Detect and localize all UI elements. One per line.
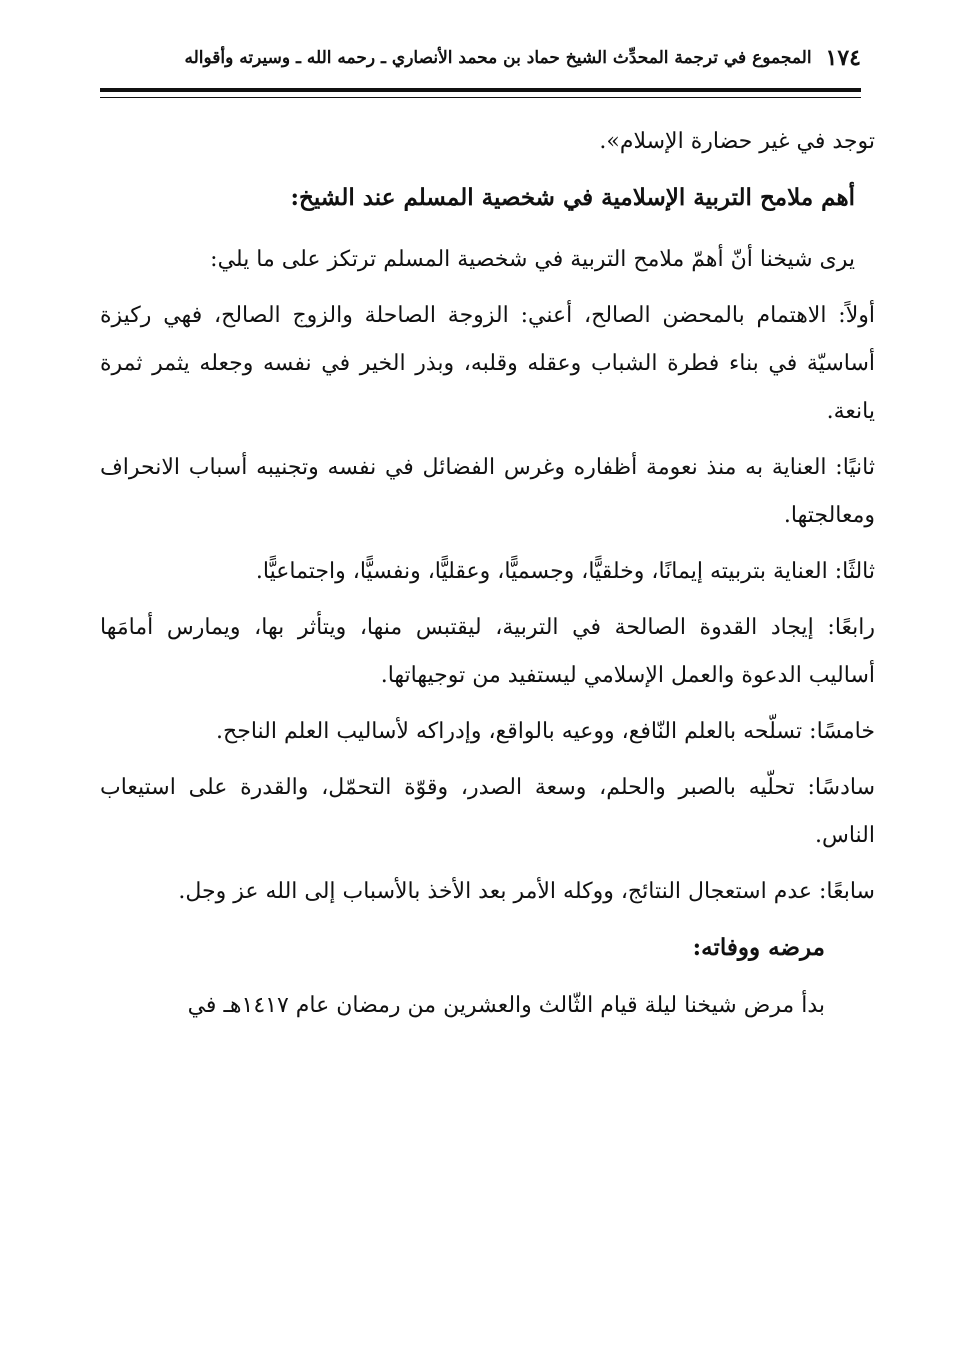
list-item-3: ثالثًا: العناية بتربيته إيمانًا، وخلقيًّا، وجسميًّا، وعقليًّا، ونفسيًّا، واجتماعيًّا. bbox=[255, 559, 875, 584]
list-item-1: أولاً: الاهتمام بالمحضن الصالح، أعني: الزوجة الصاحلة والزوج الصالح، فهي ركيزة أساسيّة في بناء فطرة الشباب وعقله وقلبه، وبذر الخير في نفسه وجعله يثمر ثمرة يانعة. bbox=[100, 303, 876, 424]
intro-paragraph: توجد في غير حضارة الإسلام». bbox=[599, 129, 875, 154]
list-item-4: رابعًا: إيجاد القدوة الصالحة في التربية، ليقتبس منها، ويتأثر بها، ويمارس أمامَها أساليب الدعوة والعمل الإسلامي ليستفيد من توجيهاتها. bbox=[100, 615, 875, 688]
lead-paragraph: يرى شيخنا أنّ أهمّ ملامح التربية في شخصية المسلم ترتكز على ما يلي: bbox=[210, 247, 855, 272]
page-body bbox=[100, 118, 875, 1038]
page-number: ١٧٤ bbox=[825, 45, 861, 71]
header-rule-thick bbox=[100, 88, 861, 92]
section-heading-illness: مرضه ووفاته: bbox=[692, 934, 825, 961]
running-title: المجموع في ترجمة المحدِّث الشيخ حماد بن محمد الأنصاري ـ رحمه الله ـ وسيرته وأقواله bbox=[184, 48, 812, 68]
list-item-7: سابعًا: عدم استعجال النتائج، ووكله الأمر بعد الأخذ بالأسباب إلى الله عز وجل. bbox=[178, 879, 875, 904]
list-item-2: ثانيًا: العناية به منذ نعومة أظفاره وغرس الفضائل في نفسه وتجنيبه أسباب الانحراف ومعالجتها. bbox=[100, 455, 875, 528]
list-item-5: خامسًا: تسلّحه بالعلم النّافع، ووعيه بالواقع، وإدراكه لأساليب العلم الناجح. bbox=[216, 719, 875, 744]
section-heading-education: أهم ملامح التربية الإسلامية في شخصية المسلم عند الشيخ: bbox=[290, 184, 855, 211]
header-rule-thin bbox=[100, 97, 861, 98]
closing-paragraph: بدأ مرض شيخنا ليلة قيام الثّالث والعشرين من رمضان عام ١٤١٧هـ في bbox=[187, 993, 825, 1018]
page-header bbox=[150, 40, 861, 76]
list-item-6: سادسًا: تحلّيه بالصبر والحلم، وسعة الصدر، وقوّة التحمّل، والقدرة على استيعاب الناس. bbox=[100, 775, 875, 848]
